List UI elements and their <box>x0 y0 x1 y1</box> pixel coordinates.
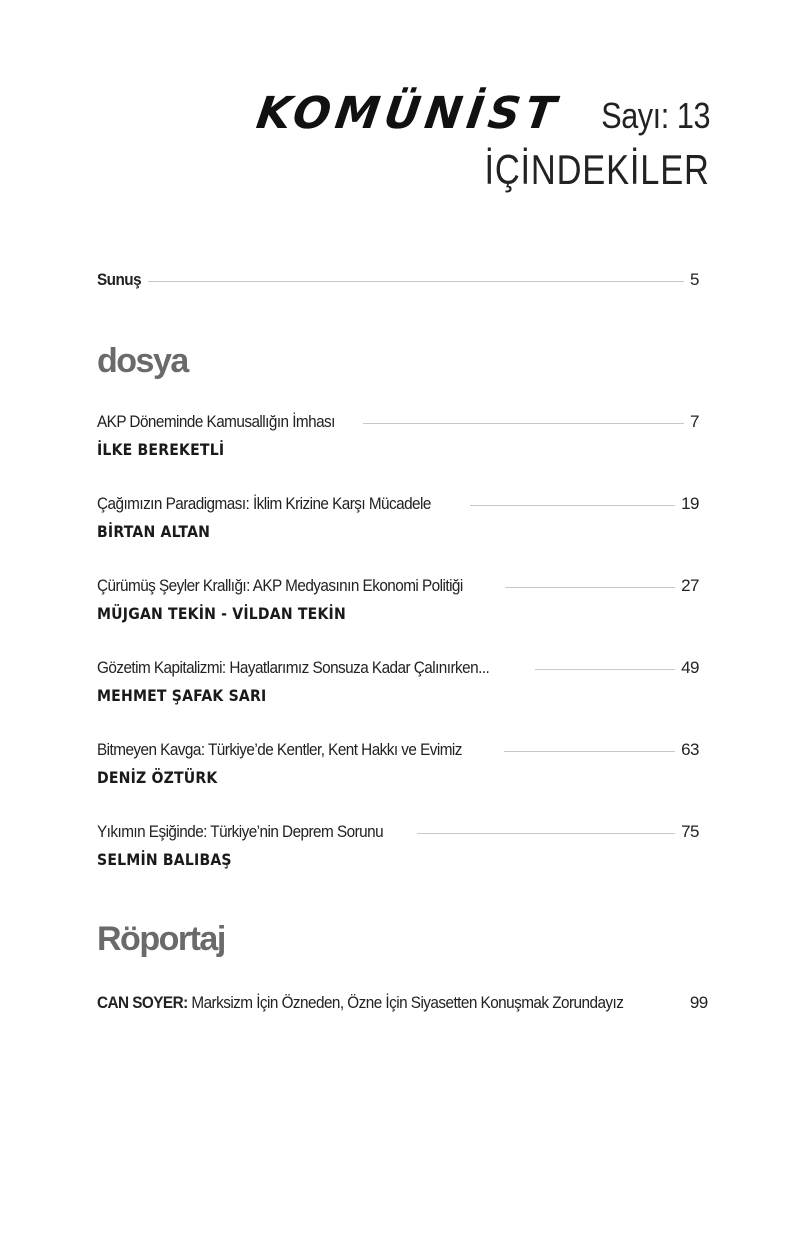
entry-author: MÜJGAN TEKİN - VİLDAN TEKİN <box>97 604 346 623</box>
toc-entry-4[interactable] <box>97 658 699 706</box>
page-header <box>253 88 710 194</box>
toc-entry-1[interactable] <box>97 412 699 460</box>
toc-entry-interview[interactable] <box>97 993 708 1013</box>
toc-entry-5[interactable] <box>97 740 699 788</box>
entry-author: SELMİN BALIBAŞ <box>97 850 232 869</box>
toc-entry-2[interactable] <box>97 494 699 542</box>
entry-title: Bitmeyen Kavga: Türkiye’de Kentler, Kent Hakkı ve Evimiz <box>97 740 462 759</box>
issue-number: Sayı: 13 <box>601 95 710 136</box>
entry-page: 99 <box>689 993 708 1012</box>
entry-title: AKP Döneminde Kamusallığın İmhası <box>97 412 335 431</box>
toc-entry-3[interactable] <box>97 576 699 624</box>
section-heading-dosya <box>97 342 699 381</box>
section-heading: dosya <box>97 342 188 380</box>
toc-intro <box>97 270 699 290</box>
toc-entry-intro[interactable] <box>97 270 699 290</box>
entry-page: 75 <box>681 822 699 841</box>
magazine-title: KOMÜNİST <box>253 88 564 139</box>
entry-page: 63 <box>681 740 699 759</box>
entry-title: Çürümüş Şeyler Krallığı: AKP Medyasının Ekonomi Politiği <box>97 576 463 595</box>
dot-leader <box>505 587 675 588</box>
section-heading: Röportaj <box>97 920 225 958</box>
entry-author: İLKE BEREKETLİ <box>97 440 225 459</box>
entry-page: 49 <box>681 658 699 677</box>
section-heading-roportaj <box>97 920 699 959</box>
entry-title: Gözetim Kapitalizmi: Hayatlarımız Sonsuza Kadar Çalınırken... <box>97 658 490 677</box>
dot-leader <box>535 669 675 670</box>
entry-title: Sunuş <box>97 270 142 289</box>
entry-author: MEHMET ŞAFAK SARI <box>97 686 267 705</box>
entry-page: 19 <box>681 494 699 513</box>
dot-leader <box>504 751 675 752</box>
dot-leader <box>417 833 675 834</box>
entry-title: Yıkımın Eşiğinde: Türkiye’nin Deprem Sorunu <box>97 822 384 841</box>
interview-title: Marksizm İçin Özneden, Özne İçin Siyasetten Konuşmak Zorundayız <box>187 993 624 1012</box>
entry-page: 5 <box>690 270 699 289</box>
contents-heading: İÇİNDEKİLER <box>484 146 710 193</box>
dot-leader <box>470 505 675 506</box>
dot-leader <box>148 281 684 282</box>
entry-title: Çağımızın Paradigması: İklim Krizine Karşı Mücadele <box>97 494 431 513</box>
entry-page: 7 <box>690 412 699 431</box>
entry-title <box>97 993 623 1013</box>
entry-page: 27 <box>681 576 699 595</box>
interviewee-name: CAN SOYER: <box>97 993 188 1012</box>
toc-entry-6[interactable] <box>97 822 699 870</box>
entry-author: DENİZ ÖZTÜRK <box>97 768 218 787</box>
entry-author: BİRTAN ALTAN <box>97 522 211 541</box>
dot-leader <box>363 423 684 424</box>
